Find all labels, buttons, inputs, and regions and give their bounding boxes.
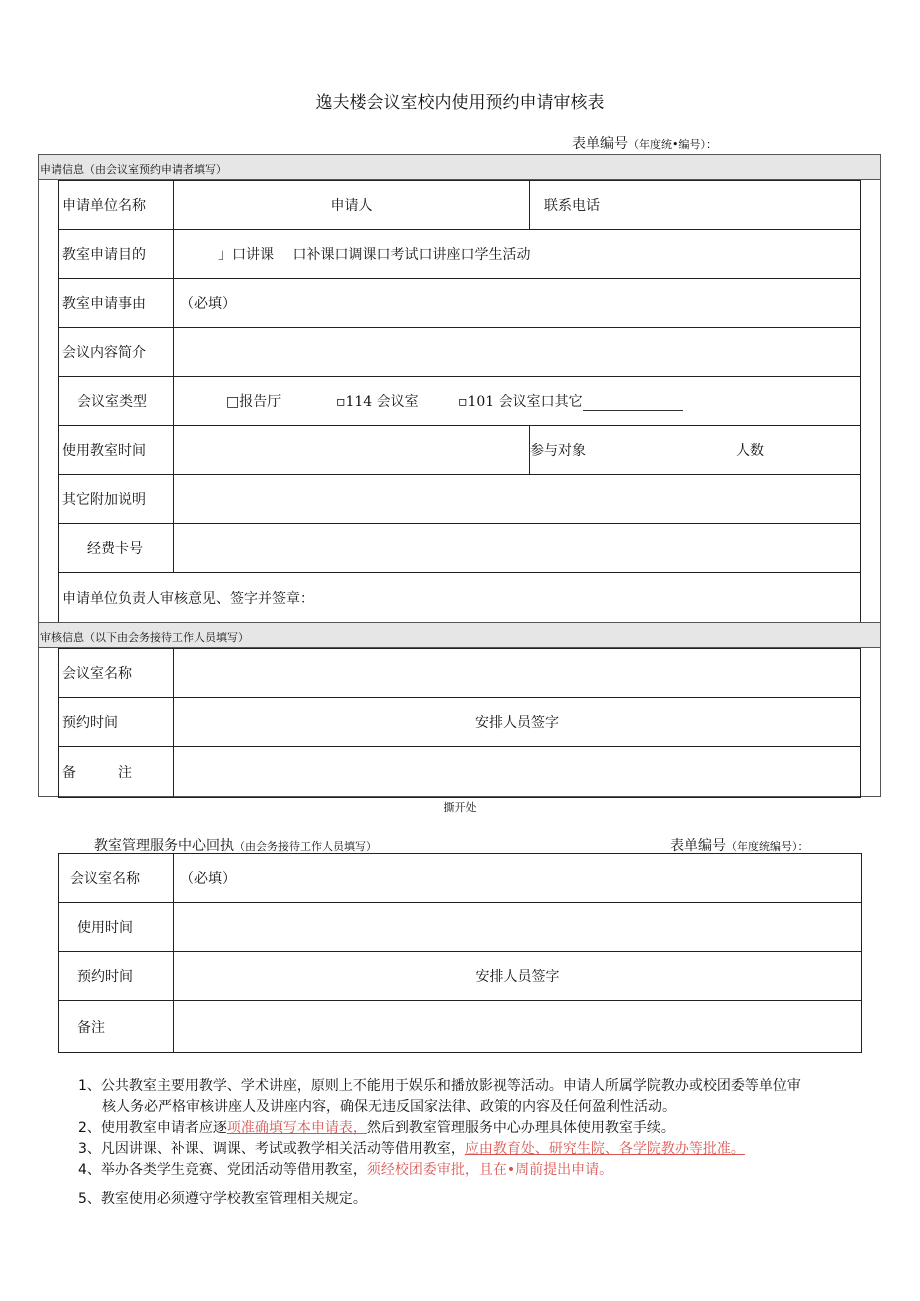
participants-label: 参与对象 [530,443,586,459]
phone-label: 联系电话 [530,181,861,230]
unit-name-label: 申请单位名称 [59,181,174,230]
table-row [59,279,861,328]
purpose-label: 教室申请目的 [59,230,174,279]
purpose-options[interactable]: 」口讲课 口补课口调课口考试口讲座口学生活动 [174,230,861,279]
participants-cell[interactable] [530,426,861,475]
note-4-part-a: 4、举办各类学生竞赛、党团活动等借用教室， [78,1162,367,1178]
note-2-part-c: 然后到教室管理服务中心办理具体使用教室手续。 [366,1120,675,1136]
time-label: 使用教室时间 [59,426,174,475]
receipt-form-number-hint: （年度统编号）： [726,840,809,853]
receipt-remark-field[interactable] [174,1001,862,1053]
time-field[interactable] [174,426,530,475]
approval-label: 申请单位负责人审核意见、签字并签章： [59,573,861,623]
room-type-hall[interactable]: □报告厅 [226,394,282,410]
note-3 [78,1139,888,1160]
note-1: 1、公共教室主要用教学、学术讲座，原则上不能用于娱乐和播放影视等活动。申请人所属学院教办或校团委等单位审 [78,1078,801,1094]
review-remark-field[interactable] [174,747,861,798]
receipt-form-number [670,835,809,855]
section-band-review: 审核信息（以下由会务接待工作人员填写） [38,622,881,648]
fund-label: 经费卡号 [59,524,174,573]
receipt-room-name-label: 会议室名称 [59,854,174,903]
note-4 [78,1160,888,1181]
table-row [59,903,862,952]
fund-field[interactable] [174,524,861,573]
table-row [59,328,861,377]
content-label: 会议内容简介 [59,328,174,377]
notes-block [78,1076,888,1210]
form-number [572,133,717,153]
receipt-use-time-label: 使用时间 [59,903,174,952]
table-row [59,747,861,798]
review-remark-label: 备 注 [59,747,174,798]
receipt-form-number-label: 表单编号 [670,838,726,854]
table-row [59,573,861,623]
note-2 [78,1118,888,1139]
table-row [59,698,861,747]
table-row [59,854,862,903]
room-type-114[interactable]: ▫114 会议室 [336,394,419,410]
note-3-part-a: 3、凡因讲课、补课、调课、考试或教学相关活动等借用教室， [78,1141,465,1157]
receipt-use-time-field[interactable] [174,903,862,952]
review-room-name-label: 会议室名称 [59,649,174,698]
receipt-staff-sign-label: 安排人员签字 [174,952,862,1001]
note-3-highlight: 应由教育处、研究生院、各学院教办等批准。 [464,1141,745,1157]
room-type-label: 会议室类型 [59,377,174,426]
applicant-label: 申请人 [174,181,530,230]
reason-field[interactable]: （必填） [174,279,861,328]
table-row [59,1001,862,1053]
table-row [59,475,861,524]
note-1-cont: 核人务必严格审核讲座人及讲座内容，确保无违反国家法律、政策的内容及任何盈利性活动。 [102,1099,676,1115]
extra-field[interactable] [174,475,861,524]
review-booking-time-label: 预约时间 [59,698,174,747]
table-row [59,377,861,426]
room-type-101-other[interactable]: ▫101 会议室口其它 [458,394,583,410]
room-type-options[interactable] [174,377,861,426]
review-table [58,648,861,798]
apply-table [58,180,861,623]
table-row [59,524,861,573]
tear-line-label: 撕开处 [443,801,477,814]
page-title: 逸夫楼会议室校内使用预约申请审核表 [315,93,605,113]
review-room-name-field[interactable] [174,649,861,698]
other-blank[interactable] [583,396,683,411]
note-2-part-a: 2、使用教室申请者应逐 [78,1120,227,1136]
receipt-table [58,853,862,1053]
content-field[interactable] [174,328,861,377]
receipt-remark-label: 备注 [59,1001,174,1053]
note-2-highlight: 项准确填写本申请表， [226,1120,367,1136]
form-number-label: 表单编号 [572,136,628,152]
receipt-title-text: 教室管理服务中心回执 [94,838,234,854]
extra-label: 其它附加说明 [59,475,174,524]
note-5: 5、教室使用必须遵守学校教室管理相关规定。 [78,1191,367,1207]
receipt-title [94,835,377,855]
form-number-hint: （年度统•编号）： [628,138,717,151]
receipt-room-name-field[interactable]: （必填） [174,854,862,903]
review-staff-sign-label: 安排人员签字 [174,698,861,747]
reason-label: 教室申请事由 [59,279,174,328]
count-label: 人数 [736,443,764,459]
table-row [59,230,861,279]
section-band-apply: 申请信息（由会议室预约申请者填写） [38,154,881,180]
note-4-highlight: 须经校团委审批，且在•周前提出申请。 [366,1162,614,1178]
table-row [59,952,862,1001]
table-row [59,181,861,230]
table-row [59,426,861,475]
receipt-booking-time-label: 预约时间 [59,952,174,1001]
table-row [59,649,861,698]
receipt-title-hint: （由会务接待工作人员填写） [234,840,377,853]
